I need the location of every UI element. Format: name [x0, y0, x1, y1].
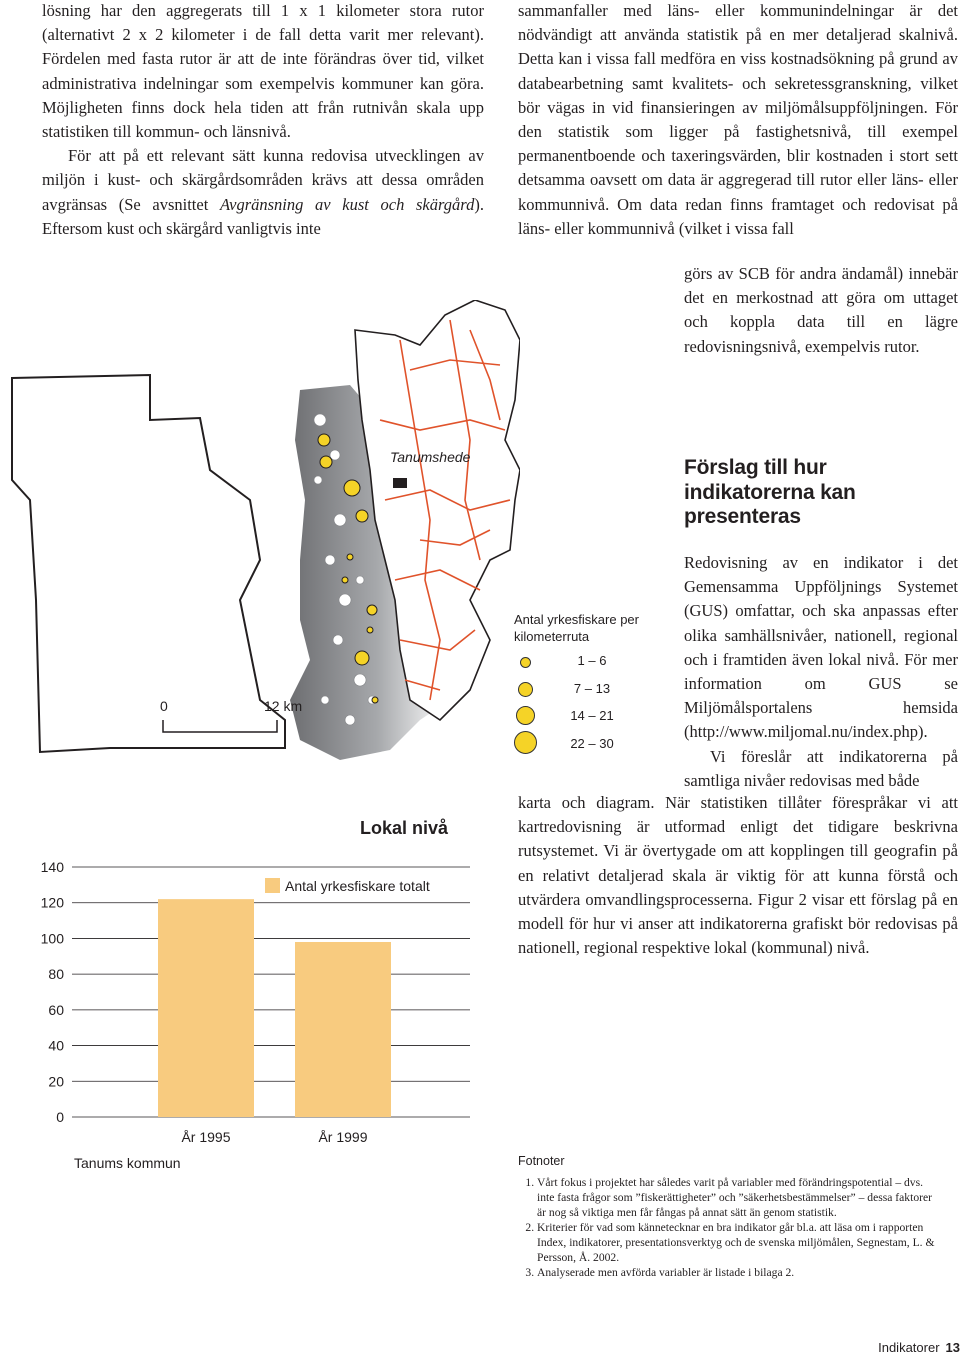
place-label: Tanumshede — [390, 449, 471, 465]
paragraph: sammanfaller med läns- eller kommunindelningar är det nödvändigt att använda statistik på en mer detaljerad skalnivå. Detta kan i vissa fall medföra en viss kostnadsökning på grund av databearbetning samt kvalitets- och sekretessgranskning, vilket bör vägas in vid finansieringen av miljömålsuppföljningen. För den statistik som ligger på fastighetsnivå, till exempel permanentboende och taxeringsvärden, blir kostnaden i stort sett detsamma oavsett om data är aggregerad till rutor eller läns- eller kommunnivå. Om data redan finns framtaget och redovisat på läns- eller kommunnivå (vilket i vissa fall — [518, 1, 958, 238]
region-outline — [12, 375, 285, 752]
text-run: ). Eftersom kust och skärgård vanligtvis inte — [42, 194, 484, 238]
text-run: För att på ett relevant sätt kunna redovisa utvecklingen av miljön i kust- och skärgårdsområden krävs att dessa områden avgränsas (Se avsnittet — [42, 146, 484, 214]
footnote: 1. Vårt fokus i projektet har således varit på variabler med förändringspotential – dvs. inte fasta frågor som ”fiskerättigheter” och ”säkerhetsbestämmelser” – dessa faktorer är nog så viktiga men får fångas på annat sätt än genom statistik. — [537, 1175, 938, 1220]
y-tick-label: 80 — [48, 966, 64, 983]
legend-label: 14 – 21 — [570, 708, 614, 723]
legend-item — [512, 707, 672, 735]
dot-symbol-xlarge — [514, 731, 537, 754]
y-tick-label: 120 — [40, 894, 64, 911]
scale-end-label: 12 km — [264, 698, 303, 714]
footnote: 2. Kriterier för vad som kännetecknar en bra indikator går bl.a. att läsa om i rapporten Index, indikatorer, presentationsverktyg och de svenska miljömålen, Segnestam, L. & Persson, Å. 2002. — [537, 1220, 938, 1265]
paragraph — [42, 144, 484, 241]
scale-start-label: 0 — [160, 698, 168, 714]
bar — [295, 942, 391, 1117]
paragraph: karta och diagram. När statistiken tillåter förespråkar vi att kartredovisning är utformad enligt det tidigare beskrivna rutsystemet. Vi är övertygade om att kopplingen till geografin på en relativt detaljerad skala är viktig för att kunna förstå och utvärdera omvandlingsprocesserna. Figur 2 visar ett förslag på en modell för hur vi anser att indikatorerna grafiskt bör redovisas på nationell, regional respektive lokal (kommunal) nivå. — [518, 793, 958, 958]
footnote: 3. Analyserade men avförda variabler är listade i bilaga 2. — [537, 1265, 938, 1280]
y-tick-label: 100 — [40, 930, 64, 947]
legend-item — [512, 735, 672, 763]
y-tick-label: 60 — [48, 1001, 64, 1018]
dot-symbol-large — [516, 706, 535, 725]
legend-swatch — [265, 878, 280, 893]
right-text-column-3 — [518, 791, 958, 960]
italic-run: Avgränsning av kust och skärgård — [219, 194, 475, 214]
x-axis-label: Tanums kommun — [74, 1155, 181, 1171]
paragraph: Vi föreslår att indikatorerna på samtliga nivåer redovisas med både — [684, 746, 958, 790]
footnotes — [518, 1154, 938, 1280]
footnotes-title: Fotnoter — [518, 1154, 565, 1168]
left-text-column — [42, 0, 484, 241]
right-text-column-narrow — [684, 262, 958, 359]
legend-label: 22 – 30 — [570, 736, 614, 751]
legend-label: 1 – 6 — [577, 653, 607, 668]
x-tick-label: År 1999 — [318, 1129, 368, 1145]
paragraph: görs av SCB för andra ändamål) innebär det en merkostnad att göra om uttaget och koppla data till en lägre redovisningsnivå, exempelvis rutor. — [684, 264, 958, 356]
chart-title: Lokal nivå — [360, 818, 449, 838]
map-legend — [512, 611, 672, 763]
dot-symbol-medium — [518, 682, 533, 697]
scale-bar — [162, 718, 282, 738]
footer-section: Indikatorer — [878, 1340, 940, 1355]
right-text-column-2 — [684, 551, 958, 793]
paragraph: Redovisning av en indikator i det Gemensamma Uppföljnings Systemet (GUS) omfattar, och ska anpassas efter olika samhällsnivåer, nationell, regional och i framtiden även lokal nivå. För mer information om GUS se Miljömålsportalens hemsida (http://www.miljomal.nu/index.php). — [684, 553, 958, 742]
bar — [158, 899, 254, 1117]
page-number: 13 — [945, 1340, 960, 1355]
municipality-map — [0, 300, 520, 860]
y-tick-label: 140 — [40, 859, 64, 875]
town-marker — [393, 478, 407, 488]
legend-item — [512, 679, 672, 707]
footnotes-list — [518, 1175, 938, 1280]
x-tick-label: År 1995 — [181, 1129, 231, 1145]
bar-chart — [0, 800, 500, 1190]
y-tick-label: 40 — [48, 1037, 64, 1054]
y-tick-label: 20 — [48, 1073, 64, 1090]
legend-title: Antal yrkesfiskare per kilometerruta — [514, 612, 639, 644]
legend-label: Antal yrkesfiskare totalt — [285, 878, 430, 894]
section-heading: Förslag till hur indikatorerna kan presenteras — [684, 456, 856, 528]
legend-label: 7 – 13 — [573, 681, 611, 696]
page-footer — [760, 1340, 960, 1355]
paragraph: lösning har den aggregerats till 1 x 1 kilometer stora rutor (alternativt 2 x 2 kilometer i de fall detta varit mer relevant). Fördelen med fasta rutor är att de inte förändras över tid, vilket administrativa indelningar som exempelvis kommuner kan göra. Möjligheten finns dock hela tiden att från rutnivån skala upp statistiken till kommun- och länsnivå. — [42, 1, 484, 142]
legend-item — [512, 651, 672, 679]
y-tick-label: 0 — [56, 1109, 64, 1125]
right-text-column — [518, 0, 958, 241]
dot-symbol-small — [520, 657, 531, 668]
